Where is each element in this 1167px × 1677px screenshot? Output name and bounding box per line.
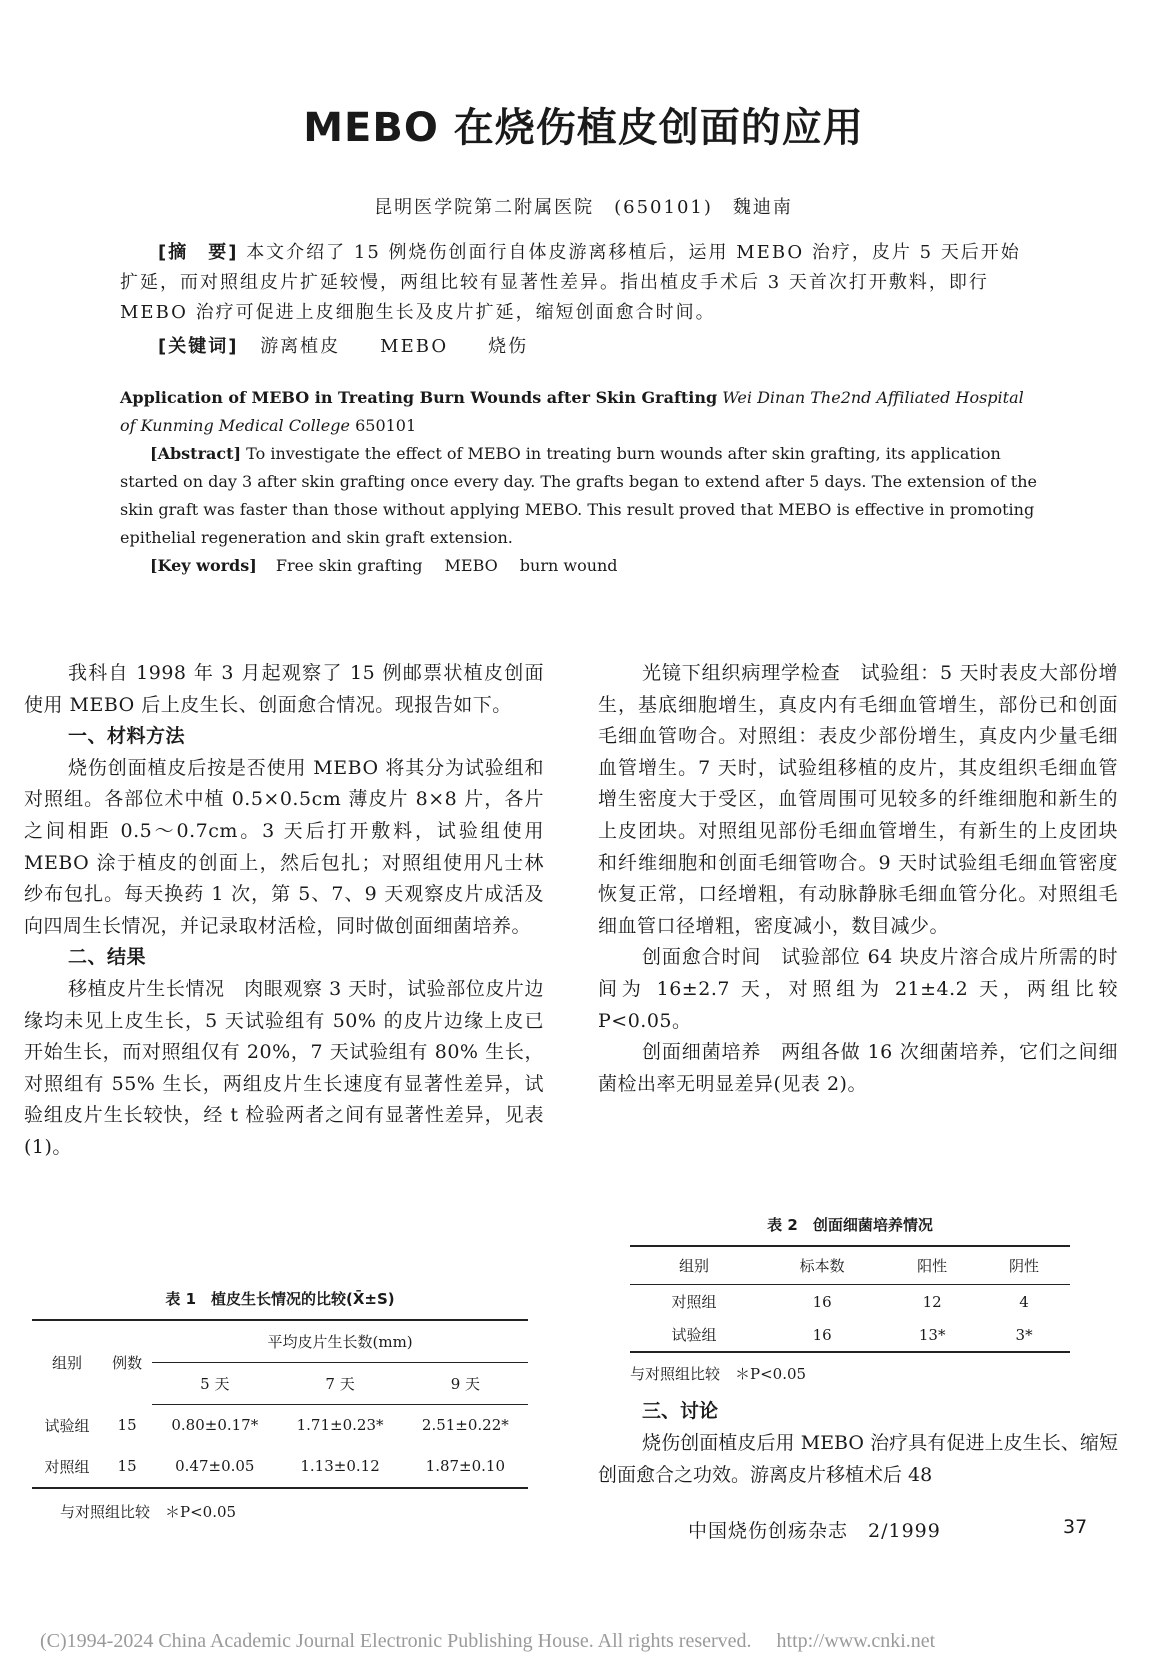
table-cell: 0.47±0.05 — [175, 1457, 255, 1475]
bacteria-paragraph: 创面细菌培养 两组各做 16 次细菌培养，它们之间细菌检出率无明显差异(见表 2)。 — [598, 1041, 1118, 1095]
section-heading-results: 二、结果 — [68, 946, 147, 969]
table-header-day: 9 天 — [403, 1363, 528, 1405]
table-cell: 15 — [117, 1416, 137, 1434]
journal-footer: 中国烧伤创疡杂志 2/1999 — [688, 1520, 941, 1542]
table-2-footnote: 与对照组比较 ＊P<0.05 — [630, 1365, 807, 1383]
english-abstract-text: To investigate the effect of MEBO in treating burn wounds after skin grafting, its application started on day 3 after skin grafting once every day. The grafts began to extend after 5 days. The extension of the skin graft was faster than those without applying MEBO. This result proved that MEBO is effective in promoting epithelial regeneration and skin graft extension. — [120, 444, 1038, 547]
body-right-column — [598, 658, 1118, 1100]
section-heading-methods: 一、材料方法 — [68, 725, 186, 748]
table-cell: 对照组 — [671, 1293, 717, 1311]
table-cell: 试验组 — [44, 1416, 90, 1435]
english-keywords-label: [Key words] — [150, 556, 257, 575]
english-keyword: MEBO — [444, 556, 498, 575]
keywords-text: 游离植皮 MEBO 烧伤 — [260, 336, 529, 357]
english-postcode: 650101 — [355, 416, 417, 435]
english-author-affiliation: Wei Dinan The2nd Affiliated Hospital of Kunming Medical College — [120, 388, 1024, 435]
table-1 — [32, 1270, 528, 1522]
english-keyword: Free skin grafting — [275, 556, 423, 575]
table-cell: 1.71±0.23* — [296, 1416, 384, 1435]
table-1-footnote: 与对照组比较 ＊P<0.05 — [60, 1502, 237, 1521]
table-row — [630, 1285, 1070, 1319]
table-cell: 16 — [812, 1292, 832, 1311]
table-header-span: 平均皮片生长数(mm) — [152, 1320, 528, 1363]
article-title: MEBO 在烧伤植皮创面的应用 — [303, 105, 864, 151]
english-abstract — [120, 384, 1040, 580]
table-cell: 4 — [1019, 1292, 1029, 1311]
abstract-label: [摘 要] — [158, 242, 239, 263]
table-cell: 0.80±0.17* — [171, 1416, 259, 1435]
table-2-caption: 表 2 创面细菌培养情况 — [767, 1216, 933, 1234]
table-cell: 2.51±0.22* — [421, 1416, 509, 1435]
author-affiliation: 昆明医学院第二附属医院 (650101) 魏迪南 — [374, 197, 793, 218]
table-header: 标本数 — [758, 1246, 886, 1285]
table-header: 组别 — [630, 1246, 758, 1285]
page-number: 37 — [1063, 1516, 1088, 1538]
english-abstract-label: [Abstract] — [150, 444, 242, 463]
table-header: 阳性 — [886, 1246, 978, 1285]
methods-paragraph: 烧伤创面植皮后按是否使用 MEBO 将其分为试验组和对照组。各部位术中植 0.5×0.5cm 薄皮片 8×8 片，各片之间相距 0.5～0.7cm。3 天后打开敷料，试验组使用 MEBO 涂于植皮的创面上，然后包扎；对照组使用凡士林纱布包扎。每天换药 1 次，第 5、7、9 天观察皮片成活及向四周生长情况，并记录取材活检，同时做创面细菌培养。 — [24, 756, 544, 937]
table-header-group: 组别 — [51, 1354, 82, 1373]
table-cell: 16 — [812, 1325, 832, 1344]
abstract-text: 本文介绍了 15 例烧伤创面行自体皮游离移植后，运用 MEBO 治疗，皮片 5 天后开始扩延，而对照组皮片扩延较慢，两组比较有显著性差异。指出植皮手术后 3 天首次打开敷料，即行 MEBO 治疗可促进上皮细胞生长及皮片扩延，缩短创面愈合时间。 — [120, 242, 1021, 323]
table-row — [32, 1405, 528, 1446]
table-2 — [630, 1196, 1070, 1384]
english-keyword: burn wound — [519, 556, 618, 575]
table-header-count: 例数 — [112, 1354, 143, 1373]
histology-paragraph: 光镜下组织病理学检查 试验组：5 天时表皮大部份增生，基底细胞增生，真皮内有毛细血管增生，部份已和创面毛细血管吻合。对照组：表皮少部份增生，真皮内少量毛细血管增生。7 天时，试验组移植的皮片，其皮组织毛细血管增生密度大于受区，血管周围可见较多的纤维细胞和新生的上皮团块。对照组见部份毛细血管增生，有新生的上皮团块和纤维细胞和创面毛细管吻合。9 天时试验组毛细血管密度恢复正常，口经增粗，有动脉静脉毛细血管分化。对照组毛细血管口径增粗，密度减小，数目减少。 — [598, 662, 1118, 937]
section-heading-discussion: 三、讨论 — [642, 1400, 719, 1422]
table-row — [32, 1446, 528, 1488]
table-cell: 试验组 — [671, 1326, 717, 1344]
table-row — [630, 1318, 1070, 1352]
body-left-column — [24, 658, 544, 1164]
table-cell: 1.87±0.10 — [425, 1457, 506, 1475]
table-cell: 15 — [117, 1457, 137, 1475]
keywords-label: [关键词] — [158, 336, 239, 357]
table-header-day: 5 天 — [152, 1363, 277, 1405]
table-cell: 13* — [918, 1325, 946, 1344]
discussion-paragraph: 烧伤创面植皮后用 MEBO 治疗具有促进上皮生长、缩短创面愈合之功效。游离皮片移植术后 48 — [598, 1432, 1118, 1486]
english-title: Application of MEBO in Treating Burn Wounds after Skin Grafting — [120, 388, 718, 407]
intro-paragraph: 我科自 1998 年 3 月起观察了 15 例邮票状植皮创面使用 MEBO 后上皮生长、创面愈合情况。现报告如下。 — [24, 662, 544, 716]
table-1-caption: 表 1 植皮生长情况的比较(X̄±S) — [165, 1290, 395, 1308]
table-cell: 12 — [922, 1292, 942, 1311]
table-cell: 3* — [1015, 1325, 1033, 1344]
table-header-day: 7 天 — [277, 1363, 402, 1405]
chinese-abstract — [120, 238, 1040, 362]
results-paragraph: 移植皮片生长情况 肉眼观察 3 天时，试验部位皮片边缘均未见上皮生长，5 天试验组有 50% 的皮片边缘上皮已开始生长，而对照组仅有 20%，7 天试验组有 80% 生长，对照组有 55% 生长，两组皮片生长速度有显著性差异，试验组皮片生长较快，经 t 检验两者之间有显著性差异，见表(1)。 — [24, 977, 544, 1158]
table-cell: 1.13±0.12 — [300, 1457, 380, 1475]
healing-time-paragraph: 创面愈合时间 试验部位 64 块皮片溶合成片所需的时间为 16±2.7 天，对照组为 21±4.2 天，两组比较 P<0.05。 — [598, 946, 1118, 1032]
discussion-section — [598, 1395, 1118, 1491]
table-header: 阴性 — [978, 1246, 1070, 1285]
copyright-watermark: (C)1994-2024 China Academic Journal Electronic Publishing House. All rights reserved. http://www.cnki.net — [40, 1630, 936, 1652]
table-cell: 对照组 — [44, 1457, 90, 1476]
